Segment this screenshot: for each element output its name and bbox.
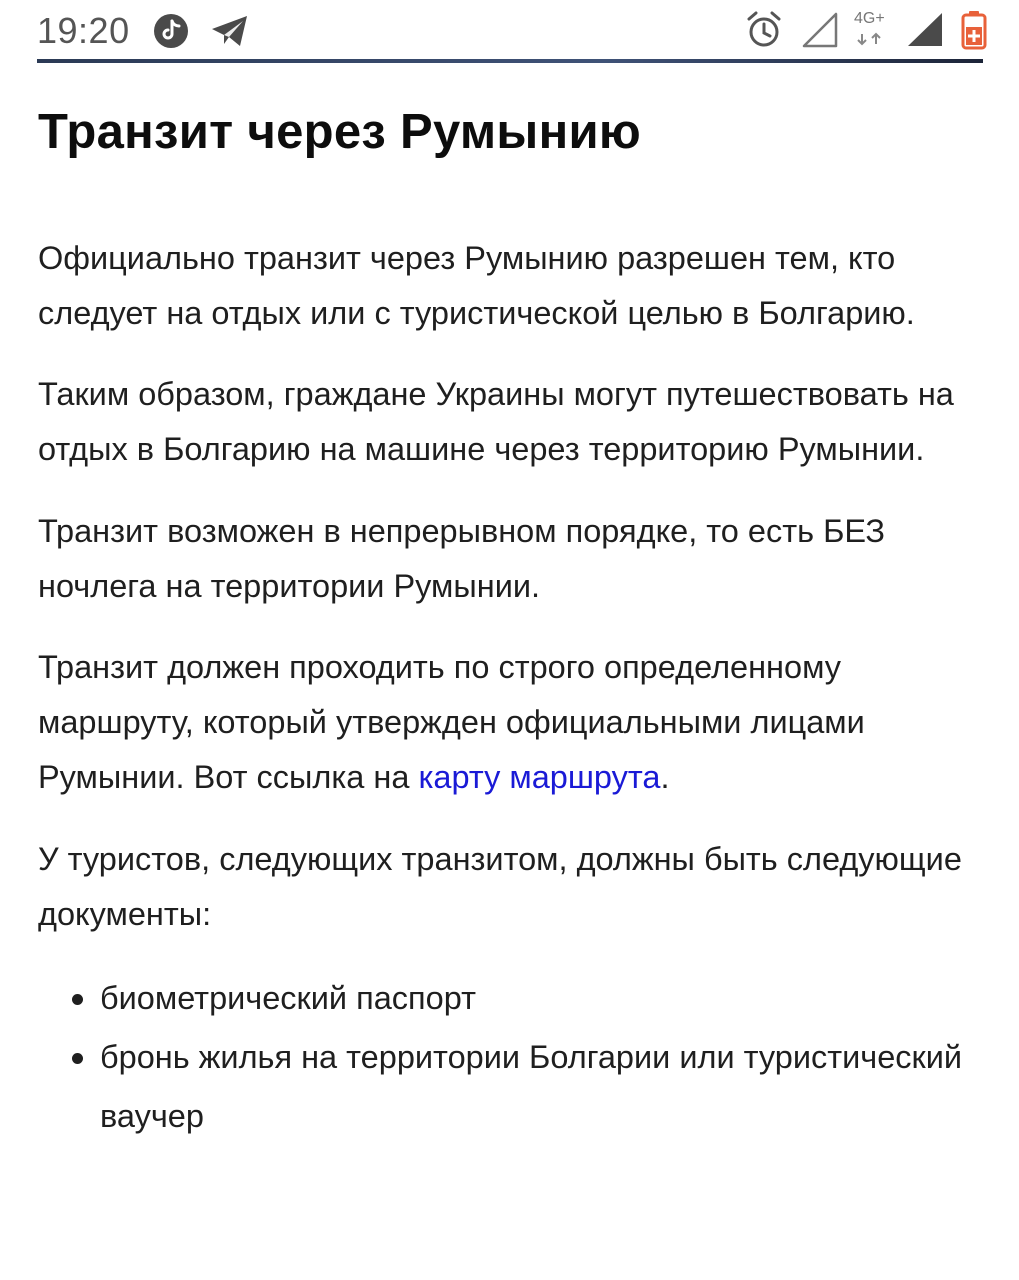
signal-empty-icon — [802, 12, 838, 53]
paragraph-continuous-transit: Транзит возможен в непрерывном порядке, то есть БЕЗ ночлега на территории Румынии. — [38, 513, 885, 604]
article — [38, 100, 978, 1146]
telegram-icon — [210, 13, 250, 54]
paragraph-route — [38, 640, 978, 805]
battery-charging-icon — [960, 10, 988, 55]
network-label: 4G+ — [854, 10, 885, 27]
signal-full-icon — [906, 12, 944, 53]
paragraph-official-transit: Официально транзит через Румынию разрешен тем, кто следует на отдых или с туристической целью в Болгарию. — [38, 240, 915, 331]
paragraph-route-end: . — [660, 759, 670, 795]
page-load-progress — [37, 59, 983, 63]
paragraph-documents: У туристов, следующих транзитом, должны быть следующие документы: — [38, 841, 962, 932]
documents-list — [38, 969, 978, 1146]
bullet-icon — [72, 994, 83, 1005]
network-4g-plus-icon — [852, 10, 892, 50]
article-title: Транзит через Румынию — [38, 105, 642, 159]
list-item — [38, 969, 978, 1028]
paragraph-route-text: Транзит должен проходить по строго определенному маршруту, который утвержден официальными лицами Румынии. Вот ссылка на — [38, 649, 865, 795]
list-item-text: биометрический паспорт — [100, 980, 476, 1016]
list-item-text: бронь жилья на территории Болгарии или туристический ваучер — [100, 1039, 963, 1134]
route-map-link[interactable]: карту маршрута — [418, 759, 661, 795]
paragraph-citizens-travel: Таким образом, граждане Украины могут путешествовать на отдых в Болгарию на машине через территорию Румынии. — [38, 376, 954, 467]
status-time: 19:20 — [37, 10, 130, 51]
list-item — [38, 1028, 978, 1146]
alarm-icon — [746, 11, 782, 54]
tiktok-icon — [153, 13, 189, 54]
bullet-icon — [72, 1053, 83, 1064]
status-bar — [0, 0, 1019, 62]
